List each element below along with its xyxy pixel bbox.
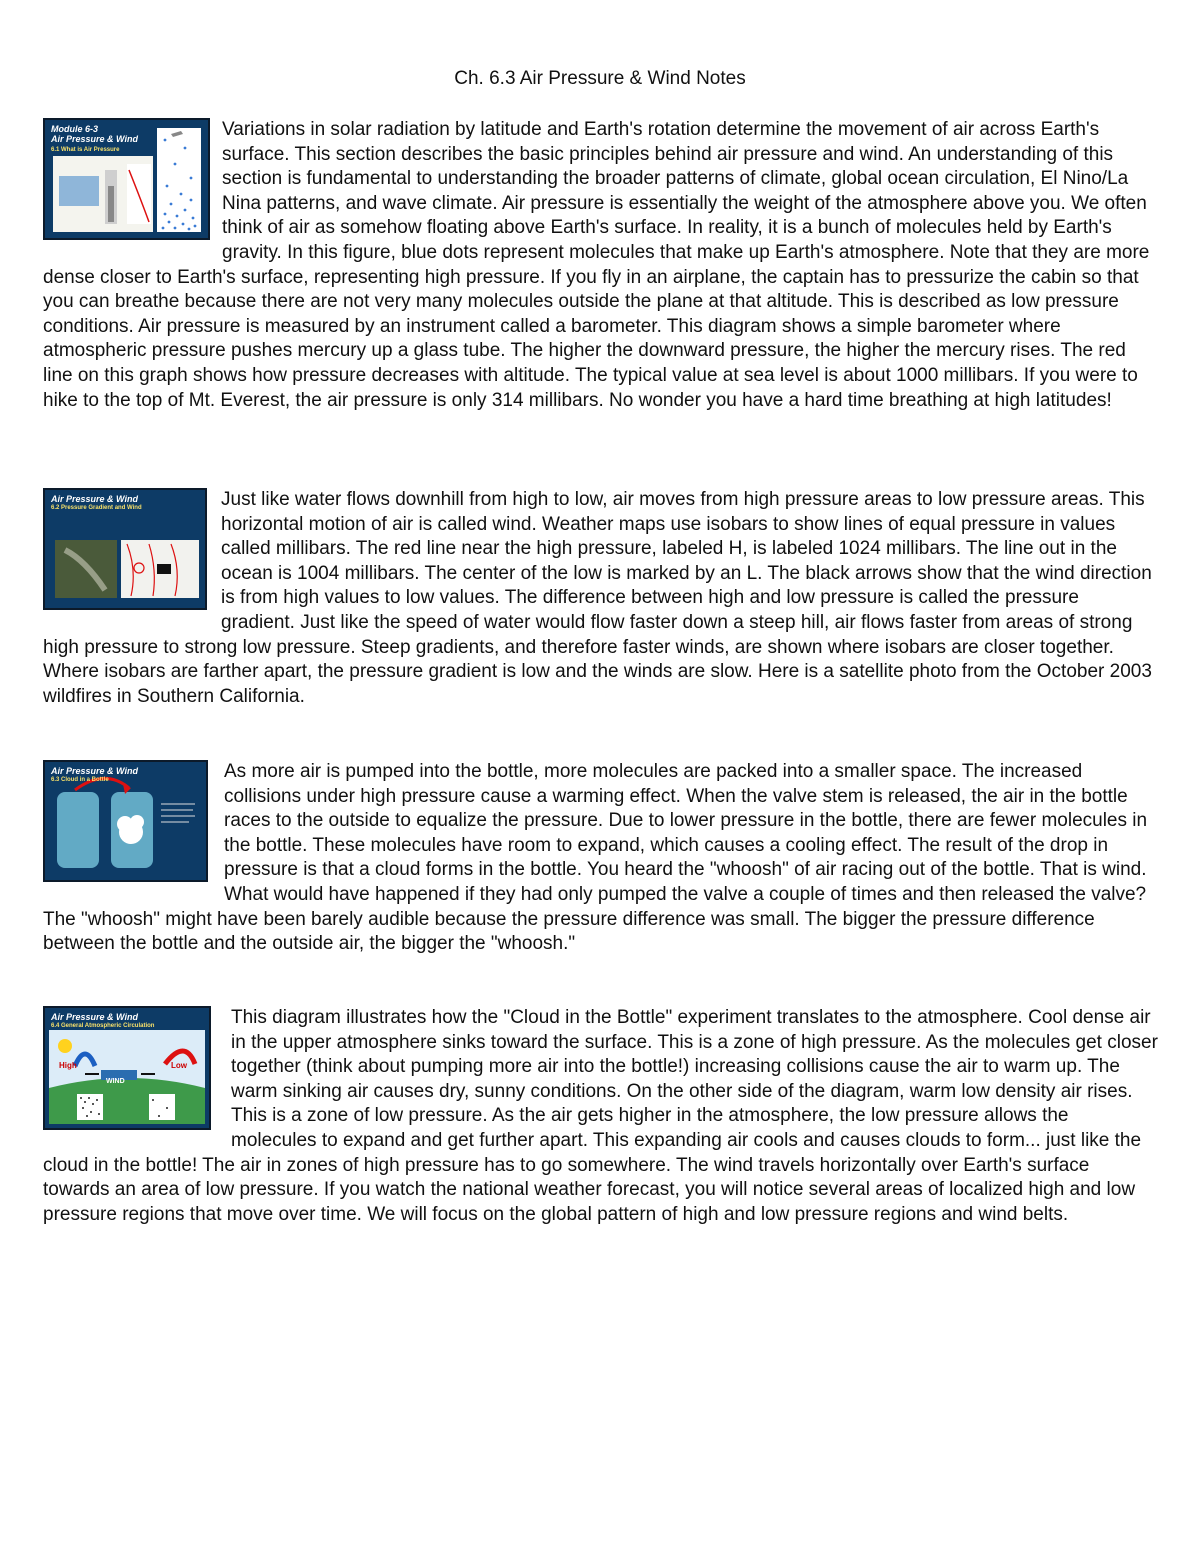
slide-subheading: 6.4 General Atmospheric Circulation bbox=[51, 1023, 155, 1029]
paragraph-pressure-gradient: Just like water flows downhill from high to low, air moves from high pressure areas to low pressure areas. This horizontal motion of air is called wind. Weather maps use isobars to show lines of equal pressure in values called millibars. The red line near the high pressure, labeled H, is labeled 1024 millibars. The line out in the ocean is 1004 millibars. The center of the low is marked by an L. The black arrows show that the wind direction is from high values to low values. The difference between high and low pressure is called the pressure gradient. Just like the speed of water would flow faster down a steep hill, air flows faster from areas of strong high pressure to strong low pressure. Steep gradients, and therefore faster winds, are shown where isobars are closer together. Where isobars are farther apart, the pressure gradient is low and the winds are slow. Here is a satellite photo from the October 2003 wildfires in Southern California. bbox=[43, 489, 1152, 707]
label-low: Low bbox=[171, 1061, 187, 1070]
label-wind: WIND bbox=[106, 1078, 125, 1085]
slide-thumbnail-cloud-in-bottle bbox=[43, 760, 208, 882]
slide-thumbnail-pressure-gradient bbox=[43, 488, 207, 610]
paragraph-cloud-in-bottle: As more air is pumped into the bottle, more molecules are packed into a smaller space. The increased collisions under high pressure cause a warming effect. When the valve stem is released, the air in the bottle races to the outside to equalize the pressure. Due to lower pressure in the bottle, there are fewer molecules in the bottle. These molecules have room to expand, which causes a cooling effect. The result of the drop in pressure is that a cloud forms in the bottle. You heard the "whoosh" of air racing out of the bottle. That is wind. What would have happened if they had only pumped the valve a couple of times and then released the valve? The "whoosh" might have been barely audible because the pressure difference was small. The bigger the pressure difference between the bottle and the outside air, the bigger the "whoosh." bbox=[43, 761, 1148, 955]
slide-thumbnail-air-pressure bbox=[43, 118, 210, 240]
slide-heading-2: Air Pressure & Wind bbox=[51, 134, 138, 144]
slide-subheading: 6.2 Pressure Gradient and Wind bbox=[51, 505, 142, 511]
section-air-pressure bbox=[43, 118, 1158, 413]
page-title: Ch. 6.3 Air Pressure & Wind Notes bbox=[454, 68, 746, 89]
slide-heading: Module 6-3 bbox=[51, 124, 99, 134]
paragraph-air-pressure: Variations in solar radiation by latitude and Earth's rotation determine the movement of air across Earth's surface. This section describes the basic principles behind air pressure and wind. An understanding of this section is fundamental to understanding the broader patterns of climate, global ocean circulation, El Nino/La Nina patterns, and wave climate. Air pressure is essentially the weight of the atmosphere above you. We often think of air as somehow floating above Earth's surface. In reality, it is a bunch of molecules held by Earth's gravity. In this figure, blue dots represent molecules that make up Earth's atmosphere. Note that they are more dense closer to Earth's surface, representing high pressure. If you fly in an airplane, the captain has to pressurize the cabin so that you can breathe because there are not very many molecules outside the plane at that altitude. This is described as low pressure conditions. Air pressure is measured by an instrument called a barometer. This diagram shows a simple barometer where atmospheric pressure pushes mercury up a glass tube. The higher the downward pressure, the higher the mercury rises. The red line on this graph shows how pressure decreases with altitude. The typical value at sea level is about 1000 millibars. If you were to hike to the top of Mt. Everest, the air pressure is only 314 millibars. No wonder you have a hard time breathing at high latitudes! bbox=[43, 119, 1150, 411]
label-high: High bbox=[59, 1061, 77, 1070]
slide-heading: Air Pressure & Wind bbox=[51, 494, 138, 504]
slide-thumbnail-atmospheric-circulation bbox=[43, 1006, 211, 1130]
slide-subheading: 6.1 What is Air Pressure bbox=[51, 147, 120, 153]
slide-heading: Air Pressure & Wind bbox=[51, 1012, 138, 1022]
slide-heading: Air Pressure & Wind bbox=[51, 766, 138, 776]
section-pressure-gradient bbox=[43, 488, 1158, 709]
slide-subheading: 6.3 Cloud in a Bottle bbox=[51, 777, 109, 783]
section-cloud-in-bottle bbox=[43, 760, 1158, 957]
paragraph-atmospheric-circulation: This diagram illustrates how the "Cloud in the Bottle" experiment translates to the atmosphere. Cool dense air in the upper atmosphere sinks toward the surface. This is a zone of high pressure. As the molecules get closer together (think about pumping more air into the bottle!) increasing collisions cause the air to warm up. The warm sinking air causes dry, sunny conditions. On the other side of the diagram, warm low density air rises. This is a zone of low pressure. As the air gets higher in the atmosphere, the low pressure allows the molecules to expand and get further apart. This expanding air cools and causes clouds to form... just like the cloud in the bottle! The air in zones of high pressure has to go somewhere. The wind travels horizontally over Earth's surface towards an area of low pressure. If you watch the national weather forecast, you will notice several areas of localized high and low pressure regions that move over time. We will focus on the global pattern of high and low pressure regions and wind belts. bbox=[43, 1007, 1158, 1225]
section-atmospheric-circulation bbox=[43, 1006, 1158, 1227]
